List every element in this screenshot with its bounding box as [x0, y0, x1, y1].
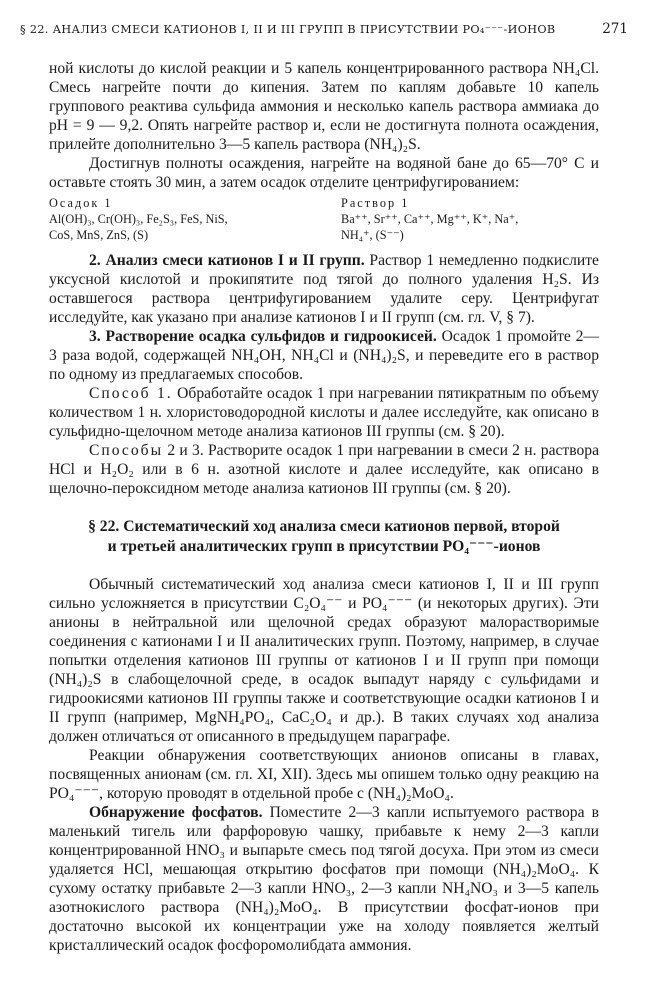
method-2-3-label: Способы — [89, 442, 164, 459]
page-number: 271 — [602, 21, 628, 37]
phosphate-text: Поместите 2—3 капли испытуемого раствора в маленький тигель или фарфоровую чашку, прибавьте к нему 2—3 капли концентрированной HNO₃ и выпарьте смесь под тягой досуха. При этом из смеси удаляется HCl, мешающая открытию фосфатов при помощи (NH₄)₂MoO₄. К сухому остатку прибавьте 2—3 капли HNO₃, 2—3 капли NH₄NO₃ и 3—5 капель азотнокислого раствора (NH₄)₂MoO₄. В присутствии фосфат-ионов при достаточно высокой их концентрации уже на холоду появляется желтый кристаллический осадок фосфоромолибдата аммония. — [49, 804, 599, 954]
section-2-paragraph — [49, 251, 599, 327]
method-2-3-text: 2 и 3. Растворите осадок 1 при нагревании в смеси 2 н. раствора HCl и H₂O₂ или в 6 н. азотной кислоте и далее исследуйте, как описано в щелочно-пероксидном методе анализа катионов III группы (см. § 20). — [49, 442, 599, 497]
solution-line-1: Ba⁺⁺, Sr⁺⁺, Ca⁺⁺, Mg⁺⁺, K⁺, Na⁺, — [341, 212, 519, 226]
paragraph-anion-reactions: Реакции обнаружения соответствующих анионов описаны в главах, посвященных анионам (см. гл. XI, XII). Здесь мы опишем только одну реакцию на PO₄⁻⁻⁻, которую проводят в отдельной пробе с (NH₄)₂MoO₄. — [49, 747, 599, 802]
section-title-line-2: и третьей аналитических групп в присутствии PO₄⁻⁻⁻-ионов — [107, 538, 541, 555]
paragraph-continuation: ной кислоты до кислой реакции и 5 капель концентрированного раствора NH₄Cl. Смесь нагрейте почти до кипения. Затем по каплям добавьте 10 капель группового реактива сульфида аммония и несколько капель раствора аммиака до pH = 9 — 9,2. Опять нагрейте раствор и, если не достигнута полнота осаждения, прилейте дополнительно 3—5 капель раствора (NH₄)₂S. — [49, 60, 599, 153]
solution-column — [341, 195, 599, 243]
section-2-heading: 2. Анализ смеси катионов I и II групп. — [89, 252, 365, 269]
solution-label: Раствор 1 — [341, 196, 410, 210]
method-1-text: Обработайте осадок 1 при нагревании пятикратным по объему количеством 1 н. хлористоводородной кислоты и далее исследуйте, как описано в сульфидно-щелочном методе анализа катионов III группы (см. § 20). — [49, 385, 599, 440]
paragraph-precipitation: Достигнув полноты осаждения, нагрейте на водяной бане до 65—70° С и оставьте стоять 30 мин, а затем осадок отделите центрифугированием: — [49, 155, 599, 191]
section-3-heading: 3. Растворение осадка сульфидов и гидроокисей. — [89, 328, 437, 345]
section-2-text: Раствор 1 немедленно подкислите уксусной кислотой и прокипятите под тягой до полного удаления H₂S. Из оставшегося раствора центрифугированием удалите серу. Центрифугат исследуйте, как указано при анализе катионов I и II групп (см. гл. V, § 7). — [49, 252, 599, 326]
paragraph-anion-interference: Обычный систематический ход анализа смеси катионов I, II и III групп сильно усложняется в присутствии C₂O₄⁻⁻ и PO₄⁻⁻⁻ (и некоторых других). Эти анионы в нейтральной или щелочной средах образуют малорастворимые соединения с катионами I и II аналитических групп. Поэтому, например, в случае попытки отделения катионов III группы от катионов I и II групп при помощи (NH₄)₂S в слабощелочной среде, в осадок выпадут наряду с сульфидами и гидроокисями катионов III группы также и соответствующие осадки катионов I и II групп (например, MgNH₄PO₄, CaC₂O₄ и др.). В таких случаях ход анализа должен отличаться от описанного в предыдущем параграфе. — [49, 576, 599, 745]
precipitate-label: Осадок 1 — [49, 196, 113, 210]
separation-scheme — [49, 195, 599, 243]
precipitate-line-1: Al(OH)₃, Cr(OH)₃, Fe₂S₃, FeS, NiS, — [49, 212, 228, 226]
method-2-3-paragraph — [49, 441, 599, 498]
phosphate-detection-paragraph — [49, 803, 599, 955]
section-3-text: Осадок 1 промойте 2—3 раза водой, содержащей NH₄OH, NH₄Cl и (NH₄)₂S, и переведите его в раствор по одному из предлагаемых способов. — [49, 328, 599, 383]
precipitate-column — [49, 195, 341, 243]
solution-line-2: NH₄⁺, (S⁻⁻) — [341, 228, 404, 242]
method-1-label: Способ 1. — [89, 385, 173, 402]
page-body — [49, 59, 599, 955]
method-1-paragraph — [49, 384, 599, 441]
section-title — [49, 517, 599, 557]
section-3-paragraph — [49, 327, 599, 384]
section-title-line-1: § 22. Систематический ход анализа смеси катионов первой, второй — [88, 518, 560, 535]
precipitate-line-2: CoS, MnS, ZnS, (S) — [49, 228, 149, 242]
running-header: § 22. АНАЛИЗ СМЕСИ КАТИОНОВ I, II И III ГРУПП В ПРИСУТСТВИИ PO₄⁻⁻⁻-ИОНОВ — [20, 23, 556, 36]
phosphate-heading: Обнаружение фосфатов. — [89, 804, 263, 821]
